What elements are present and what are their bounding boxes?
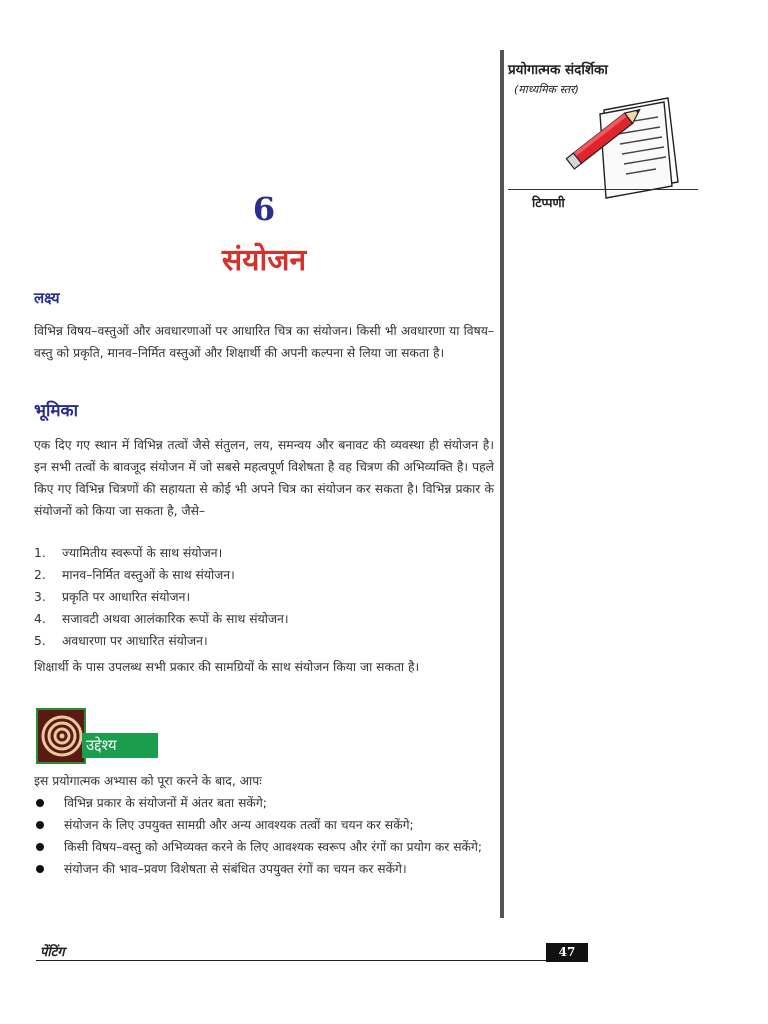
book-level: (माध्यमिक स्तर): [514, 83, 579, 96]
intro-heading: भूमिका: [34, 401, 78, 421]
chapter-title: संयोजन: [221, 243, 307, 278]
list-item: किसी विषय–वस्तु को अभिव्यक्त करने के लिए आवश्यक स्वरूप और रंगों का प्रयोग कर सकेंगे;: [34, 836, 494, 858]
bullet-icon: [36, 843, 44, 851]
list-item: 5. अवधारणा पर आधारित संयोजन।: [34, 634, 208, 648]
margin-divider: [500, 50, 504, 918]
objective-text: विभिन्न विषय–वस्तुओं और अवधारणाओं पर आधारित चित्र का संयोजन। किसी भी अवधारणा या विषय–वस्तु को प्रकृति, मानव–निर्मित वस्तुओं और शिक्षार्थी की अपनी कल्पना से लिया जा सकता है।: [34, 324, 494, 360]
list-item: 3. प्रकृति पर आधारित संयोजन।: [34, 590, 191, 604]
objective-heading: लक्ष्य: [34, 289, 60, 307]
note-rule: [508, 189, 698, 190]
book-title: प्रयोगात्मक संदर्शिका: [508, 62, 608, 78]
target-rings-icon: [36, 708, 86, 764]
footer-rule: [36, 960, 588, 961]
list-item: विभिन्न प्रकार के संयोजनों में अंतर बता सकेंगे;: [34, 792, 494, 814]
list-item: 2. मानव–निर्मित वस्तुओं के साथ संयोजन।: [34, 568, 235, 582]
footer-subject: पेंटिंग: [40, 945, 65, 960]
bullet-icon: [36, 821, 44, 829]
bullet-icon: [36, 799, 44, 807]
aims-list: [34, 792, 494, 880]
list-item: 4. सजावटी अथवा आलंकारिक रूपों के साथ संयोजन।: [34, 612, 289, 626]
intro-text: एक दिए गए स्थान में विभिन्न तत्वों जैसे संतुलन, लय, समन्वय और बनावट की व्यवस्था ही संयोजन है। इन सभी तत्वों के बावजूद संयोजन में जो सबसे महत्वपूर्ण विशेषता है वह चित्रण की अभिव्यक्ति है। पहले किए गए विभिन्न चित्रणों की सहायता से कोई भी अपने चित्र का संयोजन कर सकता है। विभिन्न प्रकार के संयोजनों को किया जा सकता है, जैसे–: [34, 438, 494, 518]
note-label: टिप्पणी: [532, 195, 565, 210]
page-number: 47: [546, 943, 588, 962]
paper-pencil-icon: [560, 96, 680, 200]
composition-types-list: [34, 542, 494, 652]
list-item: संयोजन के लिए उपयुक्त सामग्री और अन्य आवश्यक तत्वों का चयन कर सकेंगे;: [34, 814, 494, 836]
aims-lead: इस प्रयोगात्मक अभ्यास को पूरा करने के बाद, आपः: [34, 774, 262, 788]
bullet-icon: [36, 865, 44, 873]
list-item: 1. ज्यामितीय स्वरूपों के साथ संयोजन।: [34, 546, 223, 560]
chapter-number: 6: [252, 190, 276, 228]
intro-closing-text: शिक्षार्थी के पास उपलब्ध सभी प्रकार की सामग्रियों के साथ संयोजन किया जा सकता है।: [34, 660, 420, 674]
list-item: संयोजन की भाव–प्रवण विशेषता से संबंधित उपयुक्त रंगों का चयन कर सकेंगे।: [34, 858, 494, 880]
aims-banner: उद्देश्य: [82, 733, 158, 758]
